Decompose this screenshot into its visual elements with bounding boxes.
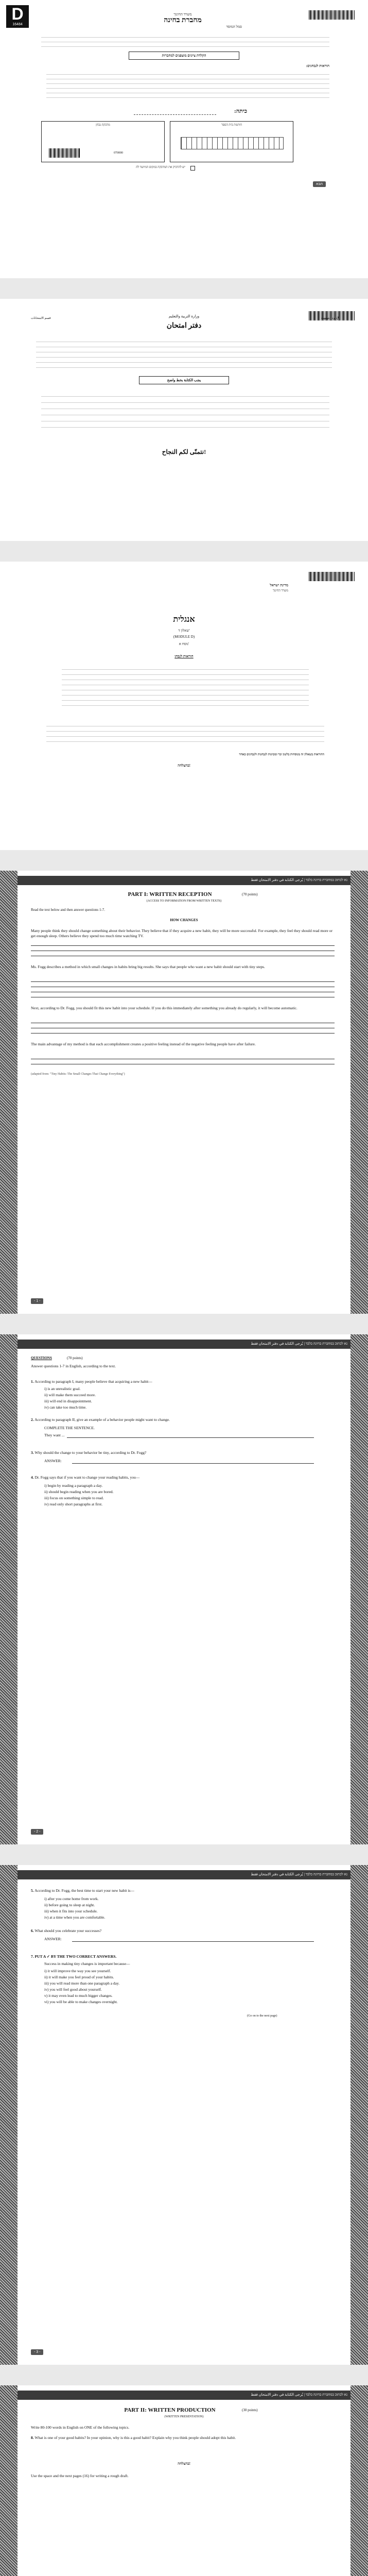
header-strip: נא לכתוב במחברת בחינה בלבד | يُرجى الكتابة في دفتر الامتحان فقط — [17, 1870, 351, 1879]
q4-text: Dr. Fogg says that if you want to change your reading habits, you— — [34, 1475, 140, 1480]
left-pattern — [0, 871, 17, 1314]
header-strip: נא לכתוב במחברת בחינה בלבד | يُرجى الكتابة في دفتر الامتحان فقط — [17, 2391, 351, 2400]
page-gap — [0, 541, 368, 562]
subject-barcode — [309, 572, 355, 581]
text-title: HOW CHANGES — [170, 918, 198, 922]
q1-text: According to paragraph I, many people believe that acquiring a new habit— — [34, 1379, 152, 1384]
stamp-label: מדבקת נבחן — [96, 124, 110, 127]
paragraph-3: Next, according to Dr. Fogg, you should fit this new habit into your schedule. If you do this immediately after something you already do regularly, it will become automatic. — [31, 1006, 297, 1010]
continue-note: (Go on to the next page) — [247, 2014, 277, 2018]
class-label: כיתה: — [234, 108, 247, 114]
part2-footer: Use the space and the next pages (16) for writing a rough draft. — [31, 2473, 129, 2478]
paragraph-4: The main advantage of my method is that each accomplishment creates a positive feeling instead of the negative feeling people have after failure. — [31, 1042, 256, 1046]
q6-answer-label: ANSWER: — [44, 1937, 62, 1941]
q1-option[interactable]: i) is an unrealistic goal. — [44, 1386, 81, 1391]
q7-option[interactable]: v) it may even lead to much bigger changes. — [44, 1993, 113, 1998]
q2-start: They want ... — [44, 1433, 65, 1437]
q7-sub: Success in making tiny changes is important because— — [44, 1961, 130, 1966]
instructions-title: הוראות לנבחנים: — [306, 64, 329, 68]
questions2-page — [0, 1865, 368, 2365]
page-gap — [0, 850, 368, 871]
arabic-list — [41, 391, 329, 428]
footer-text: ההוראות בשאלון זה מנוסחות בלשון זכר ומכוונות לנבחנות ולנבחנים כאחד — [239, 753, 324, 756]
subject-notes-block — [46, 721, 324, 742]
part1-instruction: Read the text below and then answer questions 1-7. — [31, 908, 106, 912]
q7-option[interactable]: ii) it will make you feel proud of your habits. — [44, 1975, 114, 1979]
q1-options — [44, 1386, 96, 1411]
q7-stem: 7. PUT A ✓ BY THE TWO CORRECT ANSWERS. — [31, 1954, 117, 1959]
q6-answer-line[interactable] — [72, 1941, 314, 1942]
part1-subtitle: (ACCESS TO INFORMATION FROM WRITTEN TEXTS) — [146, 900, 222, 903]
left-pattern — [0, 1334, 17, 1844]
q7-option[interactable]: iv) you will feel good about yourself. — [44, 1987, 102, 1992]
paragraph-2: Ms. Fogg describes a method in which small changes in habits bring big results. She says that people who want a new habit should start with tiny steps. — [31, 964, 265, 969]
ministry-label: משרד החינוך — [173, 12, 192, 16]
ministry-ar: وزارة التربية والتعليم — [168, 314, 200, 318]
q2-stem: 2. According to paragraph II, give an example of a behavior people might want to change. — [31, 1417, 170, 1422]
q1-stem: 1. According to paragraph I, many people believe that acquiring a new habit— — [31, 1379, 152, 1384]
part1-page — [0, 871, 368, 1314]
q6-stem: 6. What should you celebrate your successes? — [31, 1928, 102, 1933]
q5-option[interactable]: iv) at a time when you are comfortable. — [44, 1915, 106, 1920]
closing-ar: نتمنّى لكم النجاح! — [162, 448, 206, 455]
questions-instruction: Answer questions 1-7 in English, according to the text. — [31, 1364, 116, 1368]
q7-option[interactable]: iii) you will read more than one paragraph a day. — [44, 1981, 120, 1986]
q7-options — [44, 1968, 119, 2005]
q6-text: What should you celebrate your successes? — [34, 1928, 102, 1933]
page-number: - 2 - — [31, 1829, 43, 1835]
questions-points: (70 points) — [67, 1356, 83, 1360]
part1-points: (70 points) — [242, 892, 258, 896]
q4-option[interactable]: ii) should begin reading when you are bored. — [44, 1489, 114, 1494]
arabic-page — [0, 299, 368, 541]
q1-option[interactable]: iii) will end in disappointment. — [44, 1399, 92, 1403]
topic-1: 8. What is one of your good habits? In your opinion, why is this a good habit? Explain why you think people should adopt this habit. — [31, 2435, 236, 2440]
country: מדינת ישראל — [270, 583, 288, 587]
checkbox[interactable] — [190, 166, 195, 171]
page-number: - 3 - — [31, 2349, 43, 2355]
left-pattern — [0, 2385, 17, 2576]
left-head: قسم الامتحانات — [31, 317, 51, 320]
q1-option[interactable]: ii) will make them succeed more. — [44, 1393, 96, 1397]
q7-option[interactable]: i) it will improve the way you see yourself. — [44, 1969, 111, 1973]
part2-points: (30 points) — [242, 2408, 258, 2412]
q4-options — [44, 1483, 114, 1507]
next-button[interactable]: הבא — [313, 181, 326, 187]
module-en: (MODULE D) — [173, 635, 195, 639]
source-note: (adapted from: "Tiny Habits: The Small Changes That Change Everything") — [31, 1073, 125, 1076]
q3-stem: 3. Why should the change to your behavior be tiny, according to Dr. Fogg? — [31, 1450, 147, 1455]
instructions-list — [46, 70, 329, 98]
right-head: الإدارة التربوية — [321, 317, 340, 320]
instructions-label: הוראות לנבחן — [174, 654, 194, 658]
left-pattern — [0, 1865, 17, 2365]
q5-text: According to Dr. Fogg, the best time to start your new habit is— — [34, 1888, 134, 1893]
ruler — [181, 137, 284, 149]
q5-option[interactable]: i) after you come home from work. — [44, 1896, 99, 1901]
q2-answer-line[interactable] — [67, 1437, 314, 1438]
cover-barcode — [309, 10, 355, 20]
arabic-text-block — [36, 337, 332, 368]
letter-box — [6, 5, 29, 28]
subject-title: אנגלית — [173, 615, 195, 624]
good-luck-he: בהצלחה! — [178, 2462, 190, 2466]
exam-title: מחברת בחינה — [164, 16, 202, 24]
q3-answer-line[interactable] — [72, 1463, 314, 1464]
questions-header: QUESTIONS — [31, 1356, 52, 1360]
subject-instructions-block — [62, 665, 309, 706]
q4-option[interactable]: iv) read only short paragraphs at first. — [44, 1502, 103, 1506]
stamp-box-right — [170, 121, 293, 162]
page-gap — [0, 278, 368, 299]
q5-option[interactable]: ii) before going to sleep at night. — [44, 1903, 95, 1907]
code-number: 070000 — [114, 151, 123, 155]
page-gap — [0, 1844, 368, 1865]
part2-instruction: Write 80-100 words in English on ONE of the following topics. — [31, 2425, 130, 2430]
q1-option[interactable]: iv) can take too much time. — [44, 1405, 87, 1410]
page-number: - 1 - — [31, 1298, 43, 1304]
questions1-page — [0, 1334, 368, 1844]
right-pattern — [351, 1865, 368, 2365]
good-luck: בהצלחה! — [178, 764, 190, 768]
stamp-barcode — [49, 148, 80, 158]
right-pattern — [351, 1334, 368, 1844]
q4-stem: 4. Dr. Fogg says that if you want to change your reading habits, you— — [31, 1475, 140, 1480]
paragraph-1: Many people think they should change something about their behavior. They believe that if they acquire a new habit, they will be more successful. For example, they feel they should read more or get enough sleep. Others believe they spend too much time watching TV. — [31, 928, 332, 938]
ruler-label: חותמת בית הספר — [221, 124, 242, 127]
intro-text — [41, 33, 329, 47]
q4-option[interactable]: i) begin by reading a paragraph a day. — [44, 1483, 103, 1488]
subject-page — [0, 562, 368, 850]
cover-page — [0, 0, 368, 278]
right-pattern — [351, 2385, 368, 2576]
page-gap — [0, 2365, 368, 2385]
q5-option[interactable]: iii) when it fits into your schedule. — [44, 1909, 98, 1913]
form-label: נוסח א' — [179, 642, 189, 646]
q3-text: Why should the change to your behavior be tiny, according to Dr. Fogg? — [34, 1450, 147, 1455]
right-pattern — [351, 871, 368, 1314]
title-box: הקלדת ציונים מוצפנים למחברות — [129, 52, 239, 60]
q2-label: COMPLETE THE SENTENCE. — [44, 1426, 95, 1430]
q7-option[interactable]: vi) you will be able to make changes overnight. — [44, 1999, 118, 2004]
letter-d: D — [11, 5, 24, 23]
topic-1-text: What is one of your good habits? In your opinion, why is this a good habit? Explain why you think people should adopt this habit. — [34, 2435, 236, 2440]
q4-option[interactable]: iii) focus on something simple to read. — [44, 1496, 104, 1500]
header-strip: נא לכתוב במחברת בחינה בלבד | يُرجى الكتابة في دفتر الامتحان فقط — [17, 1340, 351, 1349]
stamp-box-left — [41, 121, 165, 162]
part2-page — [0, 2385, 368, 2576]
class-line — [134, 114, 216, 115]
part2-title: PART II: WRITTEN PRODUCTION — [124, 2407, 216, 2413]
q5-options — [44, 1896, 105, 1921]
page-gap — [0, 1314, 368, 1334]
q7-text: PUT A ✓ BY THE TWO CORRECT ANSWERS. — [34, 1954, 117, 1959]
institution-label: סמל המוסד — [226, 25, 242, 29]
part2-subtitle: (WRITTEN PRESENTATION) — [164, 2415, 204, 2418]
q2-text: According to paragraph II, give an example of a behavior people might want to change. — [34, 1417, 170, 1422]
header-strip: נא לכתוב במחברת בחינה בלבד | يُرجى الكتابة في دفتر الامتحان فقط — [17, 876, 351, 885]
module-he: שאלון ד' — [178, 629, 190, 633]
q5-stem: 5. According to Dr. Fogg, the best time to start your new habit is— — [31, 1888, 134, 1893]
bottom-note: יש להדביק את המדבקה במקום המיועד לה — [136, 166, 185, 169]
exam-code: 16484 — [12, 23, 23, 26]
part1-title: PART I: WRITTEN RECEPTION — [128, 891, 212, 897]
title-ar: دفتر امتحان — [166, 322, 202, 330]
subject-ministry: משרד החינוך — [272, 589, 288, 592]
q3-answer-label: ANSWER: — [44, 1459, 62, 1463]
arabic-box: يجب الكتابة بخط واضح — [139, 376, 229, 384]
